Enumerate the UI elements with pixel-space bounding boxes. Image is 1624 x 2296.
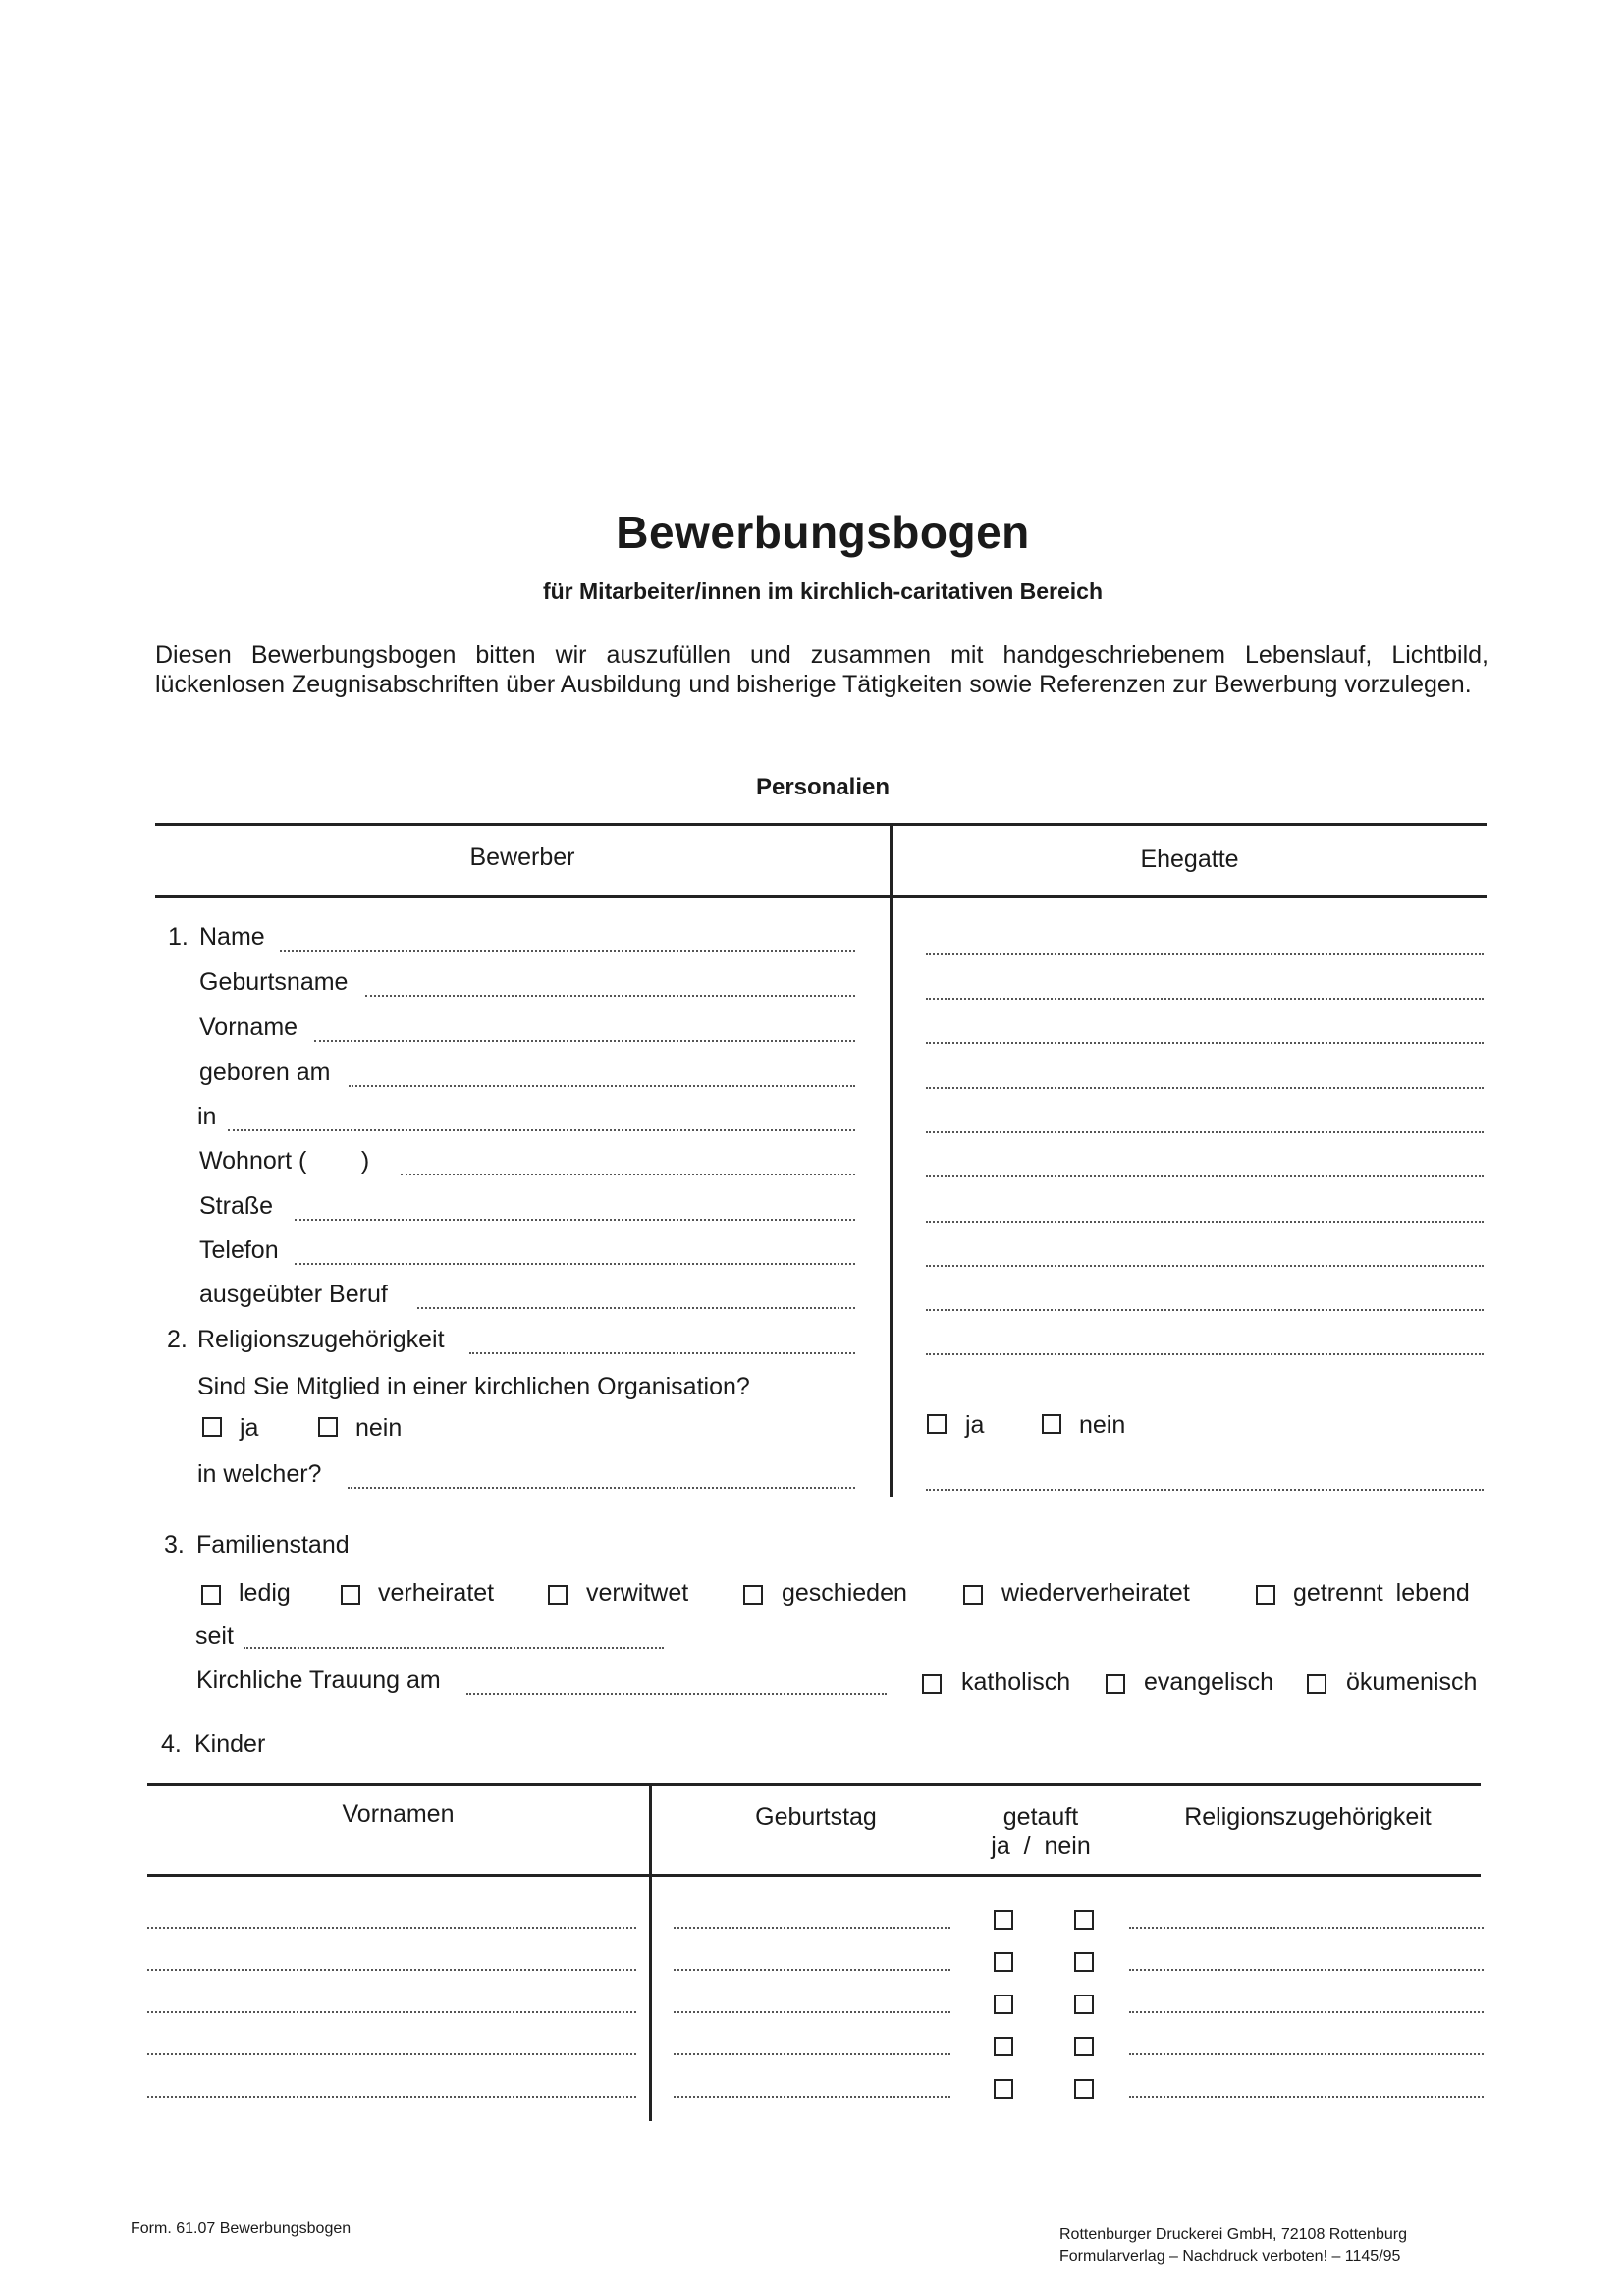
intro-text: Diesen Bewerbungsbogen bitten wir auszufüllen und zusammen mit handgeschriebenem Lebenslauf, Lichtbild, lückenlosen Zeugnisabschriften über Ausbildung und bisherige Tätigkeiten sowie Referenzen zur Bewerbung vorzulegen. — [155, 641, 1489, 698]
ledig-label: ledig — [239, 1579, 291, 1607]
spouse-beruf-input-line[interactable] — [926, 1309, 1484, 1311]
getrennt-lebend-label: getrennt lebend — [1293, 1579, 1470, 1607]
seit-label: seit — [195, 1622, 234, 1650]
item-number-3: 3. — [164, 1531, 185, 1558]
field-label-name: Name — [199, 923, 265, 951]
spouse-geburtsname-input-line[interactable] — [926, 998, 1484, 1000]
kinder-geburtstag-input-line[interactable] — [674, 1969, 950, 1971]
spouse-mitglied-ja-label: ja — [965, 1411, 985, 1439]
geboren-am-input-line[interactable] — [349, 1085, 855, 1087]
geschieden-label: geschieden — [782, 1579, 907, 1607]
getrennt-lebend-checkbox[interactable] — [1256, 1585, 1275, 1605]
seit-input-line[interactable] — [244, 1647, 664, 1649]
kinder-getauft-nein-checkbox[interactable] — [1074, 1952, 1094, 1972]
spouse-religion-input-line[interactable] — [926, 1353, 1484, 1355]
wiederverheiratet-checkbox[interactable] — [963, 1585, 983, 1605]
kinder-religion-input-line[interactable] — [1129, 2096, 1484, 2098]
kinder-table-top-rule — [147, 1783, 1481, 1786]
footer-form-id: Form. 61.07 Bewerbungsbogen — [131, 2220, 352, 2237]
geburtsname-input-line[interactable] — [365, 995, 855, 997]
kinder-getauft-nein-checkbox[interactable] — [1074, 1995, 1094, 2014]
name-input-line[interactable] — [280, 950, 855, 952]
kinder-religion-input-line[interactable] — [1129, 1969, 1484, 1971]
kinder-header-vornamen: Vornamen — [342, 1800, 455, 1828]
field-label-geburtsname: Geburtsname — [199, 968, 349, 996]
kinder-geburtstag-input-line[interactable] — [674, 2096, 950, 2098]
kinder-geburtstag-input-line[interactable] — [674, 2053, 950, 2055]
evangelisch-label: evangelisch — [1144, 1668, 1274, 1696]
form-subtitle: für Mitarbeiter/innen im kirchlich-caritativen Bereich — [542, 578, 1104, 604]
kinder-getauft-ja-checkbox[interactable] — [994, 2079, 1013, 2099]
kinder-vorname-input-line[interactable] — [147, 1969, 636, 1971]
kinder-getauft-nein-checkbox[interactable] — [1074, 2037, 1094, 2056]
column-header-spouse: Ehegatte — [1140, 846, 1239, 873]
spouse-strasse-input-line[interactable] — [926, 1221, 1484, 1223]
kinder-vorname-input-line[interactable] — [147, 2011, 636, 2013]
kinder-vorname-input-line[interactable] — [147, 2096, 636, 2098]
kinder-label: Kinder — [194, 1730, 266, 1758]
kinder-getauft-ja-checkbox[interactable] — [994, 1995, 1013, 2014]
kinder-religion-input-line[interactable] — [1129, 1927, 1484, 1929]
field-label-in: in — [197, 1103, 217, 1130]
kinder-getauft-ja-checkbox[interactable] — [994, 1952, 1013, 1972]
oekumenisch-checkbox[interactable] — [1307, 1674, 1326, 1694]
footer-publisher-line1: Rottenburger Druckerei GmbH, 72108 Rottenburg — [1059, 2226, 1407, 2243]
verwitwet-checkbox[interactable] — [548, 1585, 568, 1605]
vorname-input-line[interactable] — [314, 1040, 855, 1042]
mitglied-nein-label: nein — [355, 1414, 403, 1442]
item-number-1: 1. — [168, 923, 189, 951]
evangelisch-checkbox[interactable] — [1106, 1674, 1125, 1694]
verheiratet-label: verheiratet — [378, 1579, 495, 1607]
religion-input-line[interactable] — [469, 1352, 855, 1354]
mitglied-nein-checkbox[interactable] — [318, 1417, 338, 1437]
ledig-checkbox[interactable] — [201, 1585, 221, 1605]
spouse-mitglied-nein-checkbox[interactable] — [1042, 1414, 1061, 1434]
spouse-geboren-am-input-line[interactable] — [926, 1087, 1484, 1089]
spouse-mitglied-ja-checkbox[interactable] — [927, 1414, 947, 1434]
column-header-applicant: Bewerber — [469, 844, 575, 871]
field-label-vorname: Vorname — [199, 1013, 298, 1041]
field-label-in-welcher: in welcher? — [197, 1460, 322, 1488]
kinder-religion-input-line[interactable] — [1129, 2011, 1484, 2013]
table-top-rule — [155, 823, 1487, 826]
trauung-input-line[interactable] — [466, 1693, 887, 1695]
kinder-header-geburtstag: Geburtstag — [755, 1803, 877, 1831]
in-welcher-input-line[interactable] — [348, 1487, 855, 1489]
verheiratet-checkbox[interactable] — [341, 1585, 360, 1605]
field-label-beruf: ausgeübter Beruf — [199, 1281, 388, 1308]
kinder-vorname-input-line[interactable] — [147, 2053, 636, 2055]
wiederverheiratet-label: wiederverheiratet — [1001, 1579, 1190, 1607]
geburtsort-input-line[interactable] — [228, 1129, 855, 1131]
field-label-strasse: Straße — [199, 1192, 274, 1220]
familienstand-label: Familienstand — [196, 1531, 350, 1558]
field-label-religion: Religionszugehörigkeit — [197, 1326, 445, 1353]
spouse-wohnort-input-line[interactable] — [926, 1175, 1484, 1177]
item-number-4: 4. — [161, 1730, 182, 1758]
spouse-telefon-input-line[interactable] — [926, 1265, 1484, 1267]
spouse-mitglied-nein-label: nein — [1079, 1411, 1126, 1439]
field-label-wohnort: Wohnort ( ) — [199, 1147, 370, 1175]
katholisch-checkbox[interactable] — [922, 1674, 942, 1694]
kinder-header-religion: Religionszugehörigkeit — [1184, 1803, 1432, 1831]
mitglied-ja-checkbox[interactable] — [202, 1417, 222, 1437]
verwitwet-label: verwitwet — [586, 1579, 689, 1607]
kinder-vorname-input-line[interactable] — [147, 1927, 636, 1929]
field-label-geboren-am: geboren am — [199, 1059, 331, 1086]
trauung-label: Kirchliche Trauung am — [196, 1667, 441, 1694]
kinder-geburtstag-input-line[interactable] — [674, 1927, 950, 1929]
section-title-personalien: Personalien — [755, 774, 891, 800]
oekumenisch-label: ökumenisch — [1346, 1668, 1478, 1696]
wohnort-input-line[interactable] — [401, 1174, 855, 1175]
spouse-vorname-input-line[interactable] — [926, 1042, 1484, 1044]
spouse-name-input-line[interactable] — [926, 953, 1484, 955]
column-divider — [890, 823, 893, 1497]
geschieden-checkbox[interactable] — [743, 1585, 763, 1605]
mitglied-ja-label: ja — [240, 1414, 259, 1442]
kinder-getauft-nein-checkbox[interactable] — [1074, 2079, 1094, 2099]
mitglied-question: Sind Sie Mitglied in einer kirchlichen Organisation? — [197, 1373, 750, 1400]
kinder-column-divider — [649, 1783, 652, 2121]
katholisch-label: katholisch — [961, 1668, 1071, 1696]
kinder-getauft-ja-checkbox[interactable] — [994, 2037, 1013, 2056]
kinder-geburtstag-input-line[interactable] — [674, 2011, 950, 2013]
telefon-input-line[interactable] — [295, 1263, 855, 1265]
strasse-input-line[interactable] — [295, 1219, 855, 1221]
spouse-in-welcher-input-line[interactable] — [926, 1489, 1484, 1491]
kinder-header-getauft: getauft — [1002, 1803, 1079, 1831]
kinder-table-header-rule — [147, 1874, 1481, 1877]
table-header-rule — [155, 895, 1487, 898]
form-title: Bewerbungsbogen — [616, 507, 1030, 558]
kinder-getauft-nein-checkbox[interactable] — [1074, 1910, 1094, 1930]
footer-publisher-line2: Formularverlag – Nachdruck verboten! – 1145/95 — [1059, 2248, 1401, 2265]
item-number-2: 2. — [167, 1326, 188, 1353]
beruf-input-line[interactable] — [417, 1307, 855, 1309]
kinder-header-getauft-sub: ja / nein — [991, 1832, 1091, 1860]
kinder-religion-input-line[interactable] — [1129, 2053, 1484, 2055]
kinder-getauft-ja-checkbox[interactable] — [994, 1910, 1013, 1930]
field-label-telefon: Telefon — [199, 1236, 279, 1264]
spouse-geburtsort-input-line[interactable] — [926, 1131, 1484, 1133]
